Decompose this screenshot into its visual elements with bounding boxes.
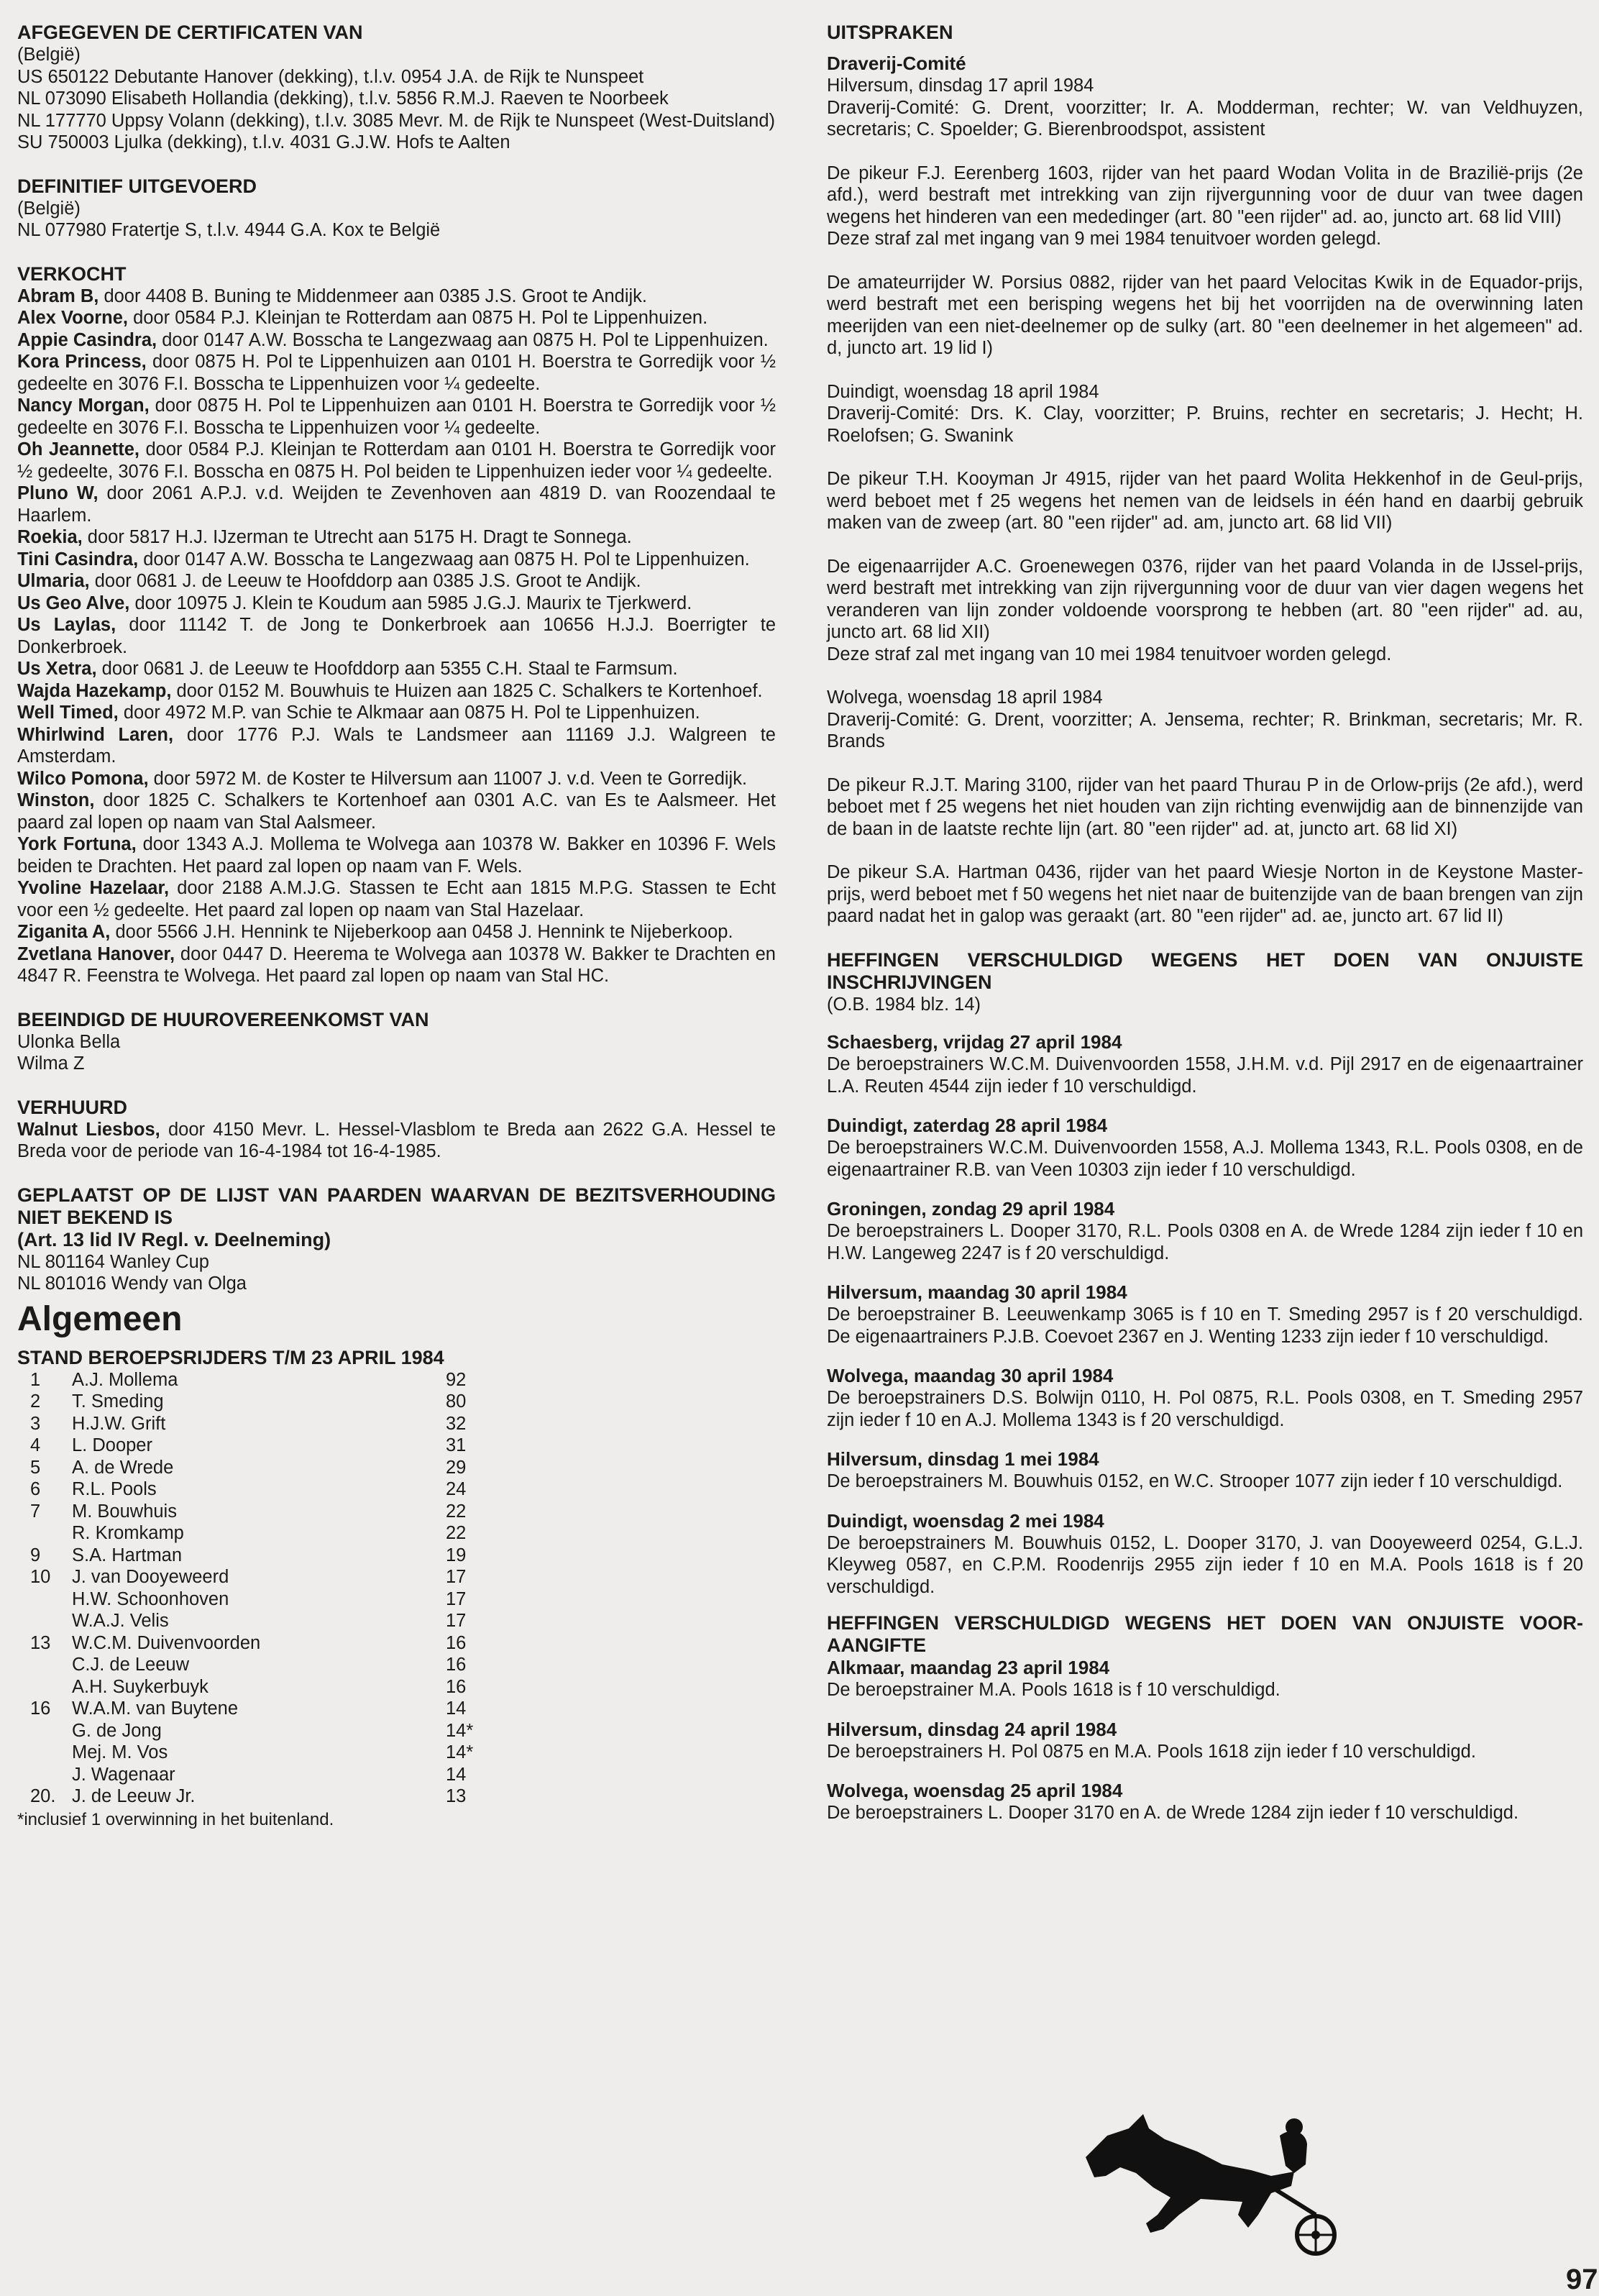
leased-text: door 4150 Mevr. L. Hessel-Vlasblom te Breda aan 2622 G.A. Hessel te Breda voor de periode van 16-4-1984 tot 16-4-1985.: [17, 1119, 776, 1161]
sold-entry: [17, 549, 776, 571]
rank-cell: 4: [30, 1435, 41, 1455]
table-row: [30, 1742, 489, 1764]
ownership-heading: GEPLAATST OP DE LIJST VAN PAARDEN WAARVAN DE BEZITSVERHOUDING NIET BEKEND IS: [17, 1184, 776, 1228]
sold-text: door 5817 H.J. IJzerman te Utrecht aan 5175 H. Dragt te Sonnega.: [82, 527, 632, 547]
sold-entry: [17, 570, 776, 593]
rank-cell: [30, 1742, 72, 1764]
rank-cell: 10: [30, 1567, 51, 1587]
levy-text: De beroepstrainers W.C.M. Duivenvoorden 1558, A.J. Mollema 1343, R.L. Pools 0308, en de eigenaartrainer R.B. van Veen 10303 zijn ieder f 10 verschuldigd.: [827, 1138, 1583, 1180]
sold-text: door 1825 C. Schalkers te Kortenhoef aan 0301 A.C. van Es te Aalsmeer. Het paard zal lopen op naam van Stal Aalsmeer.: [17, 790, 776, 833]
levy-entry: [827, 1198, 1583, 1264]
horse-name: Us Xetra,: [17, 659, 97, 679]
table-row: [30, 1632, 489, 1655]
ownership-list-section: [17, 1184, 776, 1295]
levy-entry: [827, 1448, 1583, 1493]
sold-entry: [17, 526, 776, 549]
table-row: [30, 1588, 489, 1611]
lease-ended-line: Ulonka Bella: [17, 1031, 121, 1052]
ruling-paragraph: De pikeur R.J.T. Maring 3100, rijder van het paard Thurau P in de Orlow-prijs (2e afd.), werd beboet met f 25 wegens het niet houden van zijn richting evenwijdig aan de binnenzijde van de baan in de laatste rechte lijn (art. 80 "een rijder" ad. at, juncto art. 68 lid XI): [827, 774, 1583, 839]
sold-text: door 4972 M.P. van Schie te Alkmaar aan 0875 H. Pol te Lippenhuizen.: [118, 703, 700, 723]
points-cell: 32: [446, 1413, 467, 1434]
name-cell: L. Dooper: [72, 1435, 152, 1455]
table-row: [30, 1785, 489, 1808]
levy-text: De beroepstrainers H. Pol 0875 en M.A. Pools 1618 zijn ieder f 10 verschuldigd.: [827, 1741, 1476, 1762]
levy-heading: Hilversum, maandag 30 april 1984: [827, 1281, 1127, 1303]
definitive-heading: DEFINITIEF UITGEVOERD: [17, 175, 257, 197]
points-cell: 19: [446, 1545, 467, 1565]
points-cell: 16: [446, 1676, 467, 1697]
name-cell: M. Bouwhuis: [72, 1501, 177, 1522]
horse-name: Pluno W,: [17, 483, 98, 503]
sold-section: [17, 263, 776, 987]
general-heading: Algemeen: [17, 1299, 183, 1338]
levy-text: De beroepstrainer B. Leeuwenkamp 3065 is f 10 en T. Smeding 2957 is f 20 verschuldigd. De eigenaartrainers P.J.B. Coevoet 2367 en J. Wenting 1233 zijn ieder f 10 verschuldigd.: [827, 1304, 1583, 1347]
rank-cell: 13: [30, 1632, 51, 1653]
table-row: [30, 1522, 489, 1545]
sold-entry: [17, 285, 776, 308]
levies-entries-list: [827, 1031, 1583, 1598]
sold-entry: [17, 658, 776, 680]
ruling-paragraph: De pikeur F.J. Eerenberg 1603, rijder van het paard Wodan Volita in de Brazilië-prijs (2e afd.), werd bestraft met intrekking van zijn rijvergunning voor de duur van twee dagen wegens het hinderen van een mededinger (art. 80 "een rijder" ad. ao, juncto art. 68 lid VIII) Deze straf zal met ingang van 9 mei 1984 tenuitvoer worden gelegd.: [827, 163, 1583, 249]
ruling-paragraph: Hilversum, dinsdag 17 april 1984 Draverij-Comité: G. Drent, voorzitter; Ir. A. Modderman, rechter; W. van Veldhuyzen, secretaris; C. Spoelder; G. Bierenbroodspot, assistent: [827, 76, 1583, 140]
levy-entry: [827, 1510, 1583, 1598]
name-cell: R.L. Pools: [72, 1479, 157, 1499]
name-cell: C.J. de Leeuw: [72, 1655, 190, 1675]
sold-entry: [17, 943, 776, 987]
table-row: [30, 1610, 489, 1632]
cert-line: (België): [17, 45, 81, 65]
rank-cell: 3: [30, 1413, 41, 1434]
rank-cell: 5: [30, 1457, 41, 1478]
levy-heading: Duindigt, zaterdag 28 april 1984: [827, 1115, 1108, 1136]
sold-entry: [17, 307, 776, 329]
name-cell: A.J. Mollema: [72, 1369, 178, 1390]
points-cell: 14*: [446, 1742, 474, 1762]
horse-name: Zvetlana Hanover,: [17, 943, 175, 964]
levy-text: De beroepstrainers W.C.M. Duivenvoorden 1558, J.H.M. v.d. Pijl 2917 en de eigenaartrainer L.A. Reuten 4544 zijn ieder f 10 verschuldigd.: [827, 1054, 1583, 1097]
sold-text: door 0152 M. Bouwhuis te Huizen aan 1825 C. Schalkers te Kortenhoef.: [171, 680, 763, 701]
table-row: [30, 1764, 489, 1786]
definitive-section: [17, 175, 776, 242]
ruling-paragraph: De pikeur T.H. Kooyman Jr 4915, rijder van het paard Wolita Hekkenhof in de Geul-prijs, werd beboet met f 25 wegens het nemen van de leidsels in één hand en daarbij gebruik maken van de zweep (art. 80 "een rijder" ad. am, juncto art. 68 lid VII): [827, 469, 1583, 533]
rank-cell: [30, 1588, 72, 1611]
page-number: 97: [1566, 2264, 1598, 2295]
table-row: [30, 1720, 489, 1742]
cert-line: NL 073090 Elisabeth Hollandia (dekking), t.l.v. 5856 R.M.J. Raeven te Noorbeek: [17, 88, 669, 109]
standings-section: [17, 1347, 776, 1831]
sold-text: door 0447 D. Heerema te Wolvega aan 10378 W. Bakker te Drachten en 4847 R. Feenstra te Wolvega. Het paard zal lopen op naam van Stal HC.: [17, 943, 776, 986]
sold-entry: [17, 395, 776, 439]
ruling-paragraph: Duindigt, woensdag 18 april 1984 Draverij-Comité: Drs. K. Clay, voorzitter; P. Bruins, rechter en secretaris; J. Hecht; H. Roelofsen; G. Swanink: [827, 381, 1583, 446]
standings-table: [30, 1369, 489, 1808]
levy-entry: [827, 1780, 1583, 1824]
sold-text: door 0875 H. Pol te Lippenhuizen aan 0101 H. Boerstra te Gorredijk voor ½ gedeelte en 3076 F.I. Bosscha te Lippenhuizen voor ¼ gedeelte.: [17, 352, 776, 394]
horse-name: Wajda Hazekamp,: [17, 680, 172, 701]
sold-entry: [17, 790, 776, 833]
levy-heading: Hilversum, dinsdag 1 mei 1984: [827, 1448, 1099, 1470]
levy-heading: Wolvega, maandag 30 april 1984: [827, 1365, 1114, 1386]
sold-entry: [17, 614, 776, 658]
points-cell: 14*: [446, 1720, 474, 1741]
points-cell: 92: [446, 1369, 467, 1390]
sold-entry: [17, 351, 776, 395]
levy-entry: [827, 1657, 1583, 1701]
levy-text: De beroepstrainer M.A. Pools 1618 is f 10 verschuldigd.: [827, 1680, 1280, 1700]
points-cell: 17: [446, 1588, 467, 1609]
horse-name: Wilco Pomona,: [17, 768, 149, 789]
levy-text: De beroepstrainers L. Dooper 3170, R.L. Pools 0308 en A. de Wrede 1284 zijn ieder f 10 en H.W. Langeweg 2247 is f 20 verschuldigd.: [827, 1221, 1583, 1263]
points-cell: 17: [446, 1611, 467, 1631]
horse-name: Alex Voorne,: [17, 308, 128, 328]
table-row: [30, 1457, 489, 1479]
horse-name: York Fortuna,: [17, 834, 137, 854]
points-cell: 24: [446, 1479, 467, 1499]
definitive-line: NL 077980 Fratertje S, t.l.v. 4944 G.A. Kox te België: [17, 220, 441, 240]
standings-heading: STAND BEROEPSRIJDERS T/M 23 APRIL 1984: [17, 1346, 444, 1368]
name-cell: J. van Dooyeweerd: [72, 1567, 229, 1587]
table-row: [30, 1391, 489, 1413]
horse-name: Appie Casindra,: [17, 329, 157, 350]
sold-text: door 1343 A.J. Mollema te Wolvega aan 10378 W. Bakker en 10396 F. Wels beiden te Drachten. Het paard zal lopen op naam van F. Wels.: [17, 834, 776, 877]
sold-text: door 0681 J. de Leeuw te Hoofddorp aan 5355 C.H. Staal te Farmsum.: [96, 659, 678, 679]
sold-text: door 4408 B. Buning te Middenmeer aan 0385 J.S. Groot te Andijk.: [98, 285, 648, 306]
points-cell: 14: [446, 1698, 467, 1719]
table-row: [30, 1369, 489, 1391]
levy-text: De beroepstrainers M. Bouwhuis 0152, en W.C. Strooper 1077 zijn ieder f 10 verschuldigd.: [827, 1471, 1563, 1491]
name-cell: R. Kromkamp: [72, 1523, 184, 1543]
points-cell: 22: [446, 1523, 467, 1543]
points-cell: 31: [446, 1435, 467, 1455]
points-cell: 29: [446, 1457, 467, 1478]
horse-name: Walnut Liesbos,: [17, 1119, 160, 1140]
levy-entry: [827, 1031, 1583, 1097]
levy-entry: [827, 1719, 1583, 1763]
horse-name: Oh Jeannette,: [17, 439, 140, 459]
levy-text: De beroepstrainers M. Bouwhuis 0152, L. Dooper 3170, J. van Dooyeweerd 0254, G.L.J. Kleyweg 0587, en C.P.M. Roodenrijs 2955 zijn ieder f 10 en M.A. Pools 1618 is f 20 verschuldigd.: [827, 1532, 1583, 1597]
sold-text: door 0584 P.J. Kleinjan te Rotterdam aan 0101 H. Boerstra te Gorredijk voor ½ gedeelte, 3076 F.I. Bosscha en 0875 H. Pol beiden te Lippenhuizen ieder voor ¼ gedeelte.: [17, 439, 776, 482]
levies-declaration-heading: HEFFINGEN VERSCHULDIGD WEGENS HET DOEN VAN ONJUISTE VOOR-AANGIFTE: [827, 1612, 1583, 1656]
table-row: [30, 1413, 489, 1435]
cert-line: NL 177770 Uppsy Volann (dekking), t.l.v. 3085 Mevr. M. de Rijk te Nunspeet (West-Duitsland): [17, 110, 776, 131]
name-cell: T. Smeding: [72, 1391, 164, 1412]
points-cell: 16: [446, 1632, 467, 1653]
sold-text: door 0147 A.W. Bosscha te Langezwaag aan 0875 H. Pol te Lippenhuizen.: [138, 549, 750, 570]
name-cell: Mej. M. Vos: [72, 1742, 168, 1762]
rank-cell: [30, 1720, 72, 1742]
sold-entry: [17, 702, 776, 724]
horse-name: Ulmaria,: [17, 571, 90, 591]
levy-heading: Groningen, zondag 29 april 1984: [827, 1198, 1115, 1220]
lease-ended-section: [17, 1009, 776, 1075]
rank-cell: 7: [30, 1501, 41, 1522]
sold-list: [17, 285, 776, 987]
sold-entry: [17, 877, 776, 921]
name-cell: W.A.J. Velis: [72, 1611, 169, 1631]
levy-text: De beroepstrainers D.S. Bolwijn 0110, H. Pol 0875, R.L. Pools 0308, en T. Smeding 2957 zijn ieder f 10 en A.J. Mollema 1343 is f 20 verschuldigd.: [827, 1388, 1583, 1430]
rank-cell: 16: [30, 1698, 51, 1719]
harness-horse-icon: [1078, 2107, 1337, 2265]
table-row: [30, 1501, 489, 1523]
sold-entry: [17, 593, 776, 615]
levy-heading: Alkmaar, maandag 23 april 1984: [827, 1657, 1110, 1678]
leased-heading: VERHUURD: [17, 1096, 128, 1118]
points-cell: 14: [446, 1764, 467, 1785]
levies-entries-heading: HEFFINGEN VERSCHULDIGD WEGENS HET DOEN VAN ONJUISTE INSCHRIJVINGEN: [827, 948, 1583, 993]
sold-text: door 2061 A.P.J. v.d. Weijden te Zevenhoven aan 4819 D. van Roozendaal te Haarlem.: [17, 483, 776, 526]
levy-entry: [827, 1115, 1583, 1181]
horse-name: Us Geo Alve,: [17, 593, 130, 613]
name-cell: J. Wagenaar: [72, 1764, 175, 1785]
certificates-section: [17, 22, 776, 154]
ownership-subheading: (Art. 13 lid IV Regl. v. Deelneming): [17, 1228, 331, 1250]
leased-section: [17, 1097, 776, 1163]
ruling-paragraph: De eigenaarrijder A.C. Groenewegen 0376, rijder van het paard Volanda in de IJssel-prijs, werd bestraft met intrekking van zijn rijvergunning voor de duur van vier dagen wegens het veranderen van lijn zonder voldoende voorsprong te hebben (art. 80 "een rijder" ad. au, juncto art. 68 lid XII) Deze straf zal met ingang van 10 mei 1984 tenuitvoer worden gelegd.: [827, 556, 1583, 664]
points-cell: 17: [446, 1567, 467, 1587]
table-row: [30, 1676, 489, 1698]
levy-entry: [827, 1281, 1583, 1348]
levy-heading: Duindigt, woensdag 2 mei 1984: [827, 1509, 1104, 1532]
horse-name: Yvoline Hazelaar,: [17, 878, 170, 898]
rank-cell: [30, 1654, 72, 1676]
table-row: [30, 1654, 489, 1676]
sold-entry: [17, 724, 776, 768]
lease-ended-line: Wilma Z: [17, 1053, 85, 1074]
right-column: [827, 22, 1583, 1842]
levies-entries-subheading: (O.B. 1984 blz. 14): [827, 994, 981, 1015]
name-cell: H.J.W. Grift: [72, 1413, 166, 1434]
name-cell: J. de Leeuw Jr.: [72, 1786, 196, 1806]
cert-line: SU 750003 Ljulka (dekking), t.l.v. 4031 G.J.W. Hofs te Aalten: [17, 132, 510, 152]
points-cell: 80: [446, 1391, 467, 1412]
levy-heading: Hilversum, dinsdag 24 april 1984: [827, 1718, 1117, 1740]
rank-cell: 20.: [30, 1786, 56, 1806]
table-row: [30, 1545, 489, 1567]
points-cell: 13: [446, 1786, 467, 1806]
sold-entry: [17, 768, 776, 790]
cert-line: US 650122 Debutante Hanover (dekking), t.l.v. 0954 J.A. de Rijk te Nunspeet: [17, 66, 644, 87]
sold-entry: [17, 329, 776, 352]
table-row: [30, 1435, 489, 1457]
name-cell: S.A. Hartman: [72, 1545, 183, 1565]
levy-heading: Wolvega, woensdag 25 april 1984: [827, 1780, 1123, 1801]
levy-text: De beroepstrainers L. Dooper 3170 en A. de Wrede 1284 zijn ieder f 10 verschuldigd.: [827, 1803, 1519, 1823]
horse-name: Well Timed,: [17, 703, 119, 723]
ownership-line: NL 801164 Wanley Cup: [17, 1251, 209, 1272]
levy-entry: [827, 1365, 1583, 1431]
sold-entry: [17, 833, 776, 877]
ruling-paragraph: Wolvega, woensdag 18 april 1984 Draverij-Comité: G. Drent, voorzitter; A. Jensema, rechter; R. Brinkman, secretaris; Mr. R. Brands: [827, 687, 1583, 751]
points-cell: 22: [446, 1501, 467, 1522]
sold-text: door 5566 J.H. Hennink te Nijeberkoop aan 0458 J. Hennink te Nijeberkoop.: [110, 922, 733, 942]
rulings-heading: UITSPRAKEN: [827, 22, 953, 43]
name-cell: A. de Wrede: [72, 1457, 174, 1478]
horse-name: Us Laylas,: [17, 615, 116, 635]
sold-entry: [17, 921, 776, 943]
sold-text: door 0875 H. Pol te Lippenhuizen aan 0101 H. Boerstra te Gorredijk voor ½ gedeelte en 3076 F.I. Bosscha te Lippenhuizen voor ¼ gedeelte.: [17, 395, 776, 438]
rank-cell: 2: [30, 1391, 41, 1412]
table-row: [30, 1478, 489, 1501]
sold-text: door 2188 A.M.J.G. Stassen te Echt aan 1815 M.P.G. Stassen te Echt voor een ½ gedeelte. Het paard zal lopen op naam van Stal Hazelaar.: [17, 878, 776, 920]
horse-name: Ziganita A,: [17, 922, 111, 942]
ruling-paragraph: De pikeur S.A. Hartman 0436, rijder van het paard Wiesje Norton in de Keystone Master-prijs, werd beboet met f 50 wegens het niet naar de buitenzijde van de baan brengen van zijn paard nadat het in galop was geraakt (art. 80 "een rijder" ad. ae, juncto art. 67 lid II): [827, 862, 1583, 926]
sold-text: door 0147 A.W. Bosscha te Langezwaag aan 0875 H. Pol te Lippenhuizen.: [157, 329, 769, 350]
name-cell: W.C.M. Duivenvoorden: [72, 1632, 261, 1653]
ownership-line: NL 801016 Wendy van Olga: [17, 1273, 247, 1294]
left-column: [17, 22, 776, 1831]
leased-entry: [17, 1119, 776, 1163]
rank-cell: [30, 1764, 72, 1786]
sold-text: door 5972 M. de Koster te Hilversum aan 11007 J. v.d. Veen te Gorredijk.: [148, 768, 748, 789]
points-cell: 16: [446, 1655, 467, 1675]
levy-heading: Schaesberg, vrijdag 27 april 1984: [827, 1031, 1122, 1053]
sold-entry: [17, 482, 776, 526]
horse-name: Whirlwind Laren,: [17, 724, 174, 745]
sold-entry: [17, 680, 776, 703]
horse-name: Winston,: [17, 790, 95, 810]
levies-declaration-list: [827, 1657, 1583, 1824]
name-cell: G. de Jong: [72, 1720, 162, 1741]
rank-cell: [30, 1676, 72, 1698]
lease-ended-heading: BEEINDIGD DE HUUROVEREENKOMST VAN: [17, 1008, 429, 1030]
name-cell: A.H. Suykerbuyk: [72, 1676, 209, 1697]
standings-footnote: *inclusief 1 overwinning in het buitenland.: [17, 1809, 334, 1829]
sold-text: door 11142 T. de Jong te Donkerbroek aan 10656 H.J.J. Boerrigter te Donkerbroek.: [17, 615, 776, 657]
sold-text: door 0584 P.J. Kleinjan te Rotterdam aan 0875 H. Pol te Lippenhuizen.: [127, 308, 708, 328]
horse-name: Roekia,: [17, 527, 83, 547]
sold-entry: [17, 439, 776, 482]
sold-text: door 10975 J. Klein te Koudum aan 5985 J.G.J. Maurix te Tjerkwerd.: [129, 593, 692, 613]
rank-cell: [30, 1610, 72, 1632]
sold-heading: VERKOCHT: [17, 262, 127, 285]
table-row: [30, 1566, 489, 1588]
rank-cell: 9: [30, 1545, 41, 1565]
definitive-line: (België): [17, 198, 81, 219]
horse-name: Kora Princess,: [17, 352, 147, 372]
horse-name: Tini Casindra,: [17, 549, 139, 570]
name-cell: H.W. Schoonhoven: [72, 1588, 229, 1609]
horse-name: Nancy Morgan,: [17, 395, 150, 416]
rulings-list: [827, 75, 1583, 928]
name-cell: W.A.M. van Buytene: [72, 1698, 239, 1719]
certificates-heading: AFGEGEVEN DE CERTIFICATEN VAN: [17, 22, 363, 43]
ruling-paragraph: De amateurrijder W. Porsius 0882, rijder van het paard Velocitas Kwik in de Equador-prijs, werd bestraft met een berisping wegens het bij het voorrijden na de overwinning laten meerijden van een niet-deelnemer op de sulky (art. 80 "een deelnemer in het algemeen" ad. d, juncto art. 19 lid I): [827, 272, 1583, 358]
horse-name: Abram B,: [17, 285, 99, 306]
rank-cell: 1: [30, 1369, 41, 1390]
rank-cell: 6: [30, 1479, 41, 1499]
sold-text: door 0681 J. de Leeuw te Hoofddorp aan 0385 J.S. Groot te Andijk.: [89, 571, 641, 591]
rank-cell: [30, 1522, 72, 1545]
table-row: [30, 1698, 489, 1720]
sold-text: door 1776 P.J. Wals te Landsmeer aan 11169 J.J. Walgreen te Amsterdam.: [17, 724, 776, 767]
committee-heading: Draverij-Comité: [827, 52, 966, 74]
